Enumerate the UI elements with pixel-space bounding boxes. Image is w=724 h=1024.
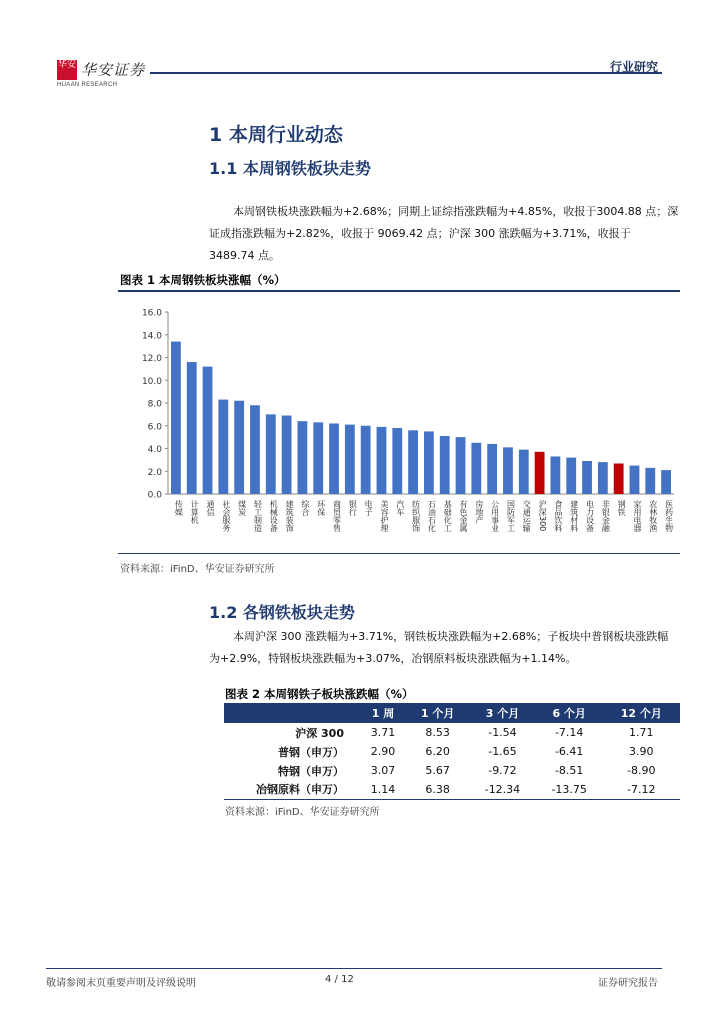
table-row — [224, 780, 680, 799]
figure-1-bottom-rule — [118, 553, 680, 554]
bar — [424, 431, 434, 494]
table-cell: 3.71 — [370, 726, 396, 739]
x-tick-label: 沪深300 — [538, 500, 548, 532]
bar — [471, 443, 481, 494]
header-divider — [150, 72, 662, 74]
y-tick-label: 12.0 — [141, 354, 162, 364]
x-tick-label: 有色金属 — [459, 500, 469, 532]
y-tick-label: 2.0 — [147, 467, 162, 478]
figure-1-source: 资料来源：iFinD、华安证券研究所 — [120, 564, 275, 575]
table-source: 资料来源：iFinD、华安证券研究所 — [225, 807, 380, 818]
x-tick-label: 钢铁 — [617, 500, 627, 516]
bar — [171, 342, 181, 494]
bar — [187, 362, 197, 494]
table-header-cell: 1 周 — [360, 703, 406, 723]
bar — [298, 421, 308, 494]
table-header-cell: 6 个月 — [536, 703, 603, 723]
row-label: 冶钢原料（申万） — [224, 780, 360, 799]
table-header-cell: 1 个月 — [406, 703, 469, 723]
bar — [630, 466, 640, 494]
bar — [282, 416, 292, 494]
table-cell: 1.14 — [360, 780, 406, 799]
table-cell: -12.34 — [469, 780, 536, 799]
bar — [661, 470, 671, 494]
table-cell: -6.41 — [554, 745, 584, 758]
x-tick-label: 建筑材料 — [569, 500, 579, 532]
bar — [203, 367, 213, 494]
paragraph-2: 本周沪深 300 涨跌幅为+3.71%，钢铁板块涨跌幅为+2.68%；子板块中普钢板块涨跌幅为+2.9%，特钢板块涨跌幅为+3.07%，冶钢原料板块涨跌幅为+1.14%。 — [209, 630, 669, 665]
y-tick-label: 10.0 — [141, 376, 162, 387]
y-tick-label: 4.0 — [147, 445, 162, 455]
x-tick-label: 机械设备 — [269, 500, 279, 532]
bar — [645, 468, 655, 494]
header-section-label: 行业研究 — [609, 60, 658, 74]
x-tick-label: 银行 — [348, 500, 358, 516]
table-header-cell: 3 个月 — [469, 703, 536, 723]
bar — [566, 458, 576, 494]
table-cell: 6.38 — [406, 780, 469, 799]
x-tick-label: 美容护理 — [379, 500, 389, 532]
logo-english-name: HUAAN RESEARCH — [57, 82, 118, 88]
y-tick-label: 16.0 — [141, 308, 162, 319]
table-cell: 8.53 — [425, 726, 450, 739]
table-cell: -8.51 — [554, 764, 584, 777]
x-tick-label: 电子 — [364, 500, 374, 516]
table-cell: -1.65 — [488, 745, 517, 758]
table-header-cell — [224, 703, 360, 723]
bar — [345, 425, 355, 494]
table-cell: 5.67 — [425, 764, 450, 777]
x-tick-label: 家用电器 — [632, 500, 642, 532]
table-title: 图表 2 本周钢铁子板块涨跌幅（%） — [225, 687, 414, 701]
bar — [361, 426, 371, 494]
x-tick-label: 石油石化 — [427, 500, 437, 532]
table-cell: 2.90 — [370, 745, 396, 758]
x-tick-label: 非银金融 — [601, 500, 611, 532]
figure-1-chart — [118, 298, 680, 554]
section-heading: 1 本周行业动态 — [209, 124, 343, 146]
x-tick-label: 轻工制造 — [253, 500, 263, 532]
table-row — [224, 742, 680, 761]
bar-chart — [118, 298, 680, 554]
bar — [598, 462, 608, 494]
x-tick-label: 纺织服饰 — [411, 500, 421, 532]
bar — [392, 428, 402, 494]
bar — [329, 423, 339, 494]
logo-chinese-name: 华安证券 — [81, 61, 146, 79]
bar — [551, 456, 561, 494]
bar — [614, 464, 624, 494]
x-tick-label: 公用事业 — [490, 500, 500, 532]
bar — [487, 444, 497, 494]
x-tick-label: 通信 — [206, 500, 216, 516]
logo-mark: 华安 — [57, 60, 77, 80]
bar — [234, 401, 244, 494]
x-tick-label: 建筑装饰 — [285, 500, 295, 532]
x-tick-label: 煤炭 — [237, 500, 247, 516]
company-logo — [57, 60, 147, 90]
subsection-heading-2: 1.2 各钢铁板块走势 — [209, 603, 355, 622]
x-tick-label: 传媒 — [174, 500, 184, 516]
x-tick-label: 房地产 — [474, 500, 484, 524]
paragraph-1: 本周钢铁板块涨跌幅为+2.68%；同期上证综指涨跌幅为+4.85%，收报于3004.88 点；深证成指涨跌幅为+2.82%，收报于 9069.42 点；沪深 300 涨跌幅为+3.71%，收报于 3489.74 点。 — [209, 205, 679, 262]
footer-divider — [46, 968, 662, 969]
table-cell: -13.75 — [536, 780, 603, 799]
table-header-cell: 12 个月 — [603, 703, 680, 723]
footer-disclaimer: 敬请参阅末页重要声明及评级说明 — [46, 978, 196, 989]
bar — [250, 405, 260, 494]
row-label: 普钢（申万） — [278, 745, 344, 759]
table-cell: -9.72 — [488, 764, 517, 777]
x-tick-label: 汽车 — [395, 500, 405, 516]
footer-report-type: 证券研究报告 — [598, 978, 658, 989]
table-cell: 3.07 — [370, 764, 396, 777]
subsection-heading-1: 1.1 本周钢铁板块走势 — [209, 159, 371, 178]
table-cell: -8.90 — [627, 764, 656, 777]
bar — [503, 447, 513, 494]
table-cell: -1.54 — [488, 726, 517, 739]
figure-1-title: 图表 1 本周钢铁板块涨幅（%） — [120, 273, 286, 287]
y-tick-label: 14.0 — [141, 331, 162, 342]
table-cell: 6.20 — [425, 745, 450, 758]
x-tick-label: 电力设备 — [585, 500, 595, 532]
y-tick-label: 0.0 — [147, 490, 162, 501]
x-tick-label: 交通运输 — [522, 500, 532, 532]
x-tick-label: 综合 — [300, 500, 310, 516]
bar — [582, 461, 592, 494]
table-cell: -7.14 — [554, 726, 584, 739]
x-tick-label: 基础化工 — [443, 500, 453, 532]
y-tick-label: 6.0 — [147, 422, 162, 433]
x-tick-label: 农林牧渔 — [648, 500, 658, 532]
x-tick-label: 医药生物 — [664, 500, 674, 532]
bar — [456, 437, 466, 494]
table-cell: 3.90 — [629, 745, 654, 758]
page-number: 4 / 12 — [325, 974, 354, 985]
table-cell: 1.71 — [629, 726, 654, 739]
table-row — [224, 723, 680, 742]
sub-sector-table — [224, 703, 680, 800]
bar — [535, 452, 545, 494]
bar — [408, 430, 418, 494]
bar — [377, 427, 387, 494]
x-tick-label: 计算机 — [190, 500, 200, 524]
row-label: 特钢（申万） — [278, 764, 344, 778]
table-header-row — [224, 703, 680, 723]
x-tick-label: 国防军工 — [506, 500, 516, 532]
x-tick-label: 商贸零售 — [332, 500, 342, 532]
bar — [519, 450, 529, 494]
bar — [266, 414, 276, 494]
figure-1-top-rule — [118, 290, 680, 292]
x-tick-label: 社会服务 — [221, 500, 231, 532]
y-tick-label: 8.0 — [147, 399, 162, 410]
table-row — [224, 761, 680, 780]
table-cell: -7.12 — [603, 780, 680, 799]
x-tick-label: 食品饮料 — [553, 500, 563, 532]
bar — [218, 400, 228, 494]
bar — [440, 436, 450, 494]
bar — [313, 422, 323, 494]
x-tick-label: 环保 — [316, 500, 326, 516]
row-label: 沪深 300 — [295, 726, 344, 740]
